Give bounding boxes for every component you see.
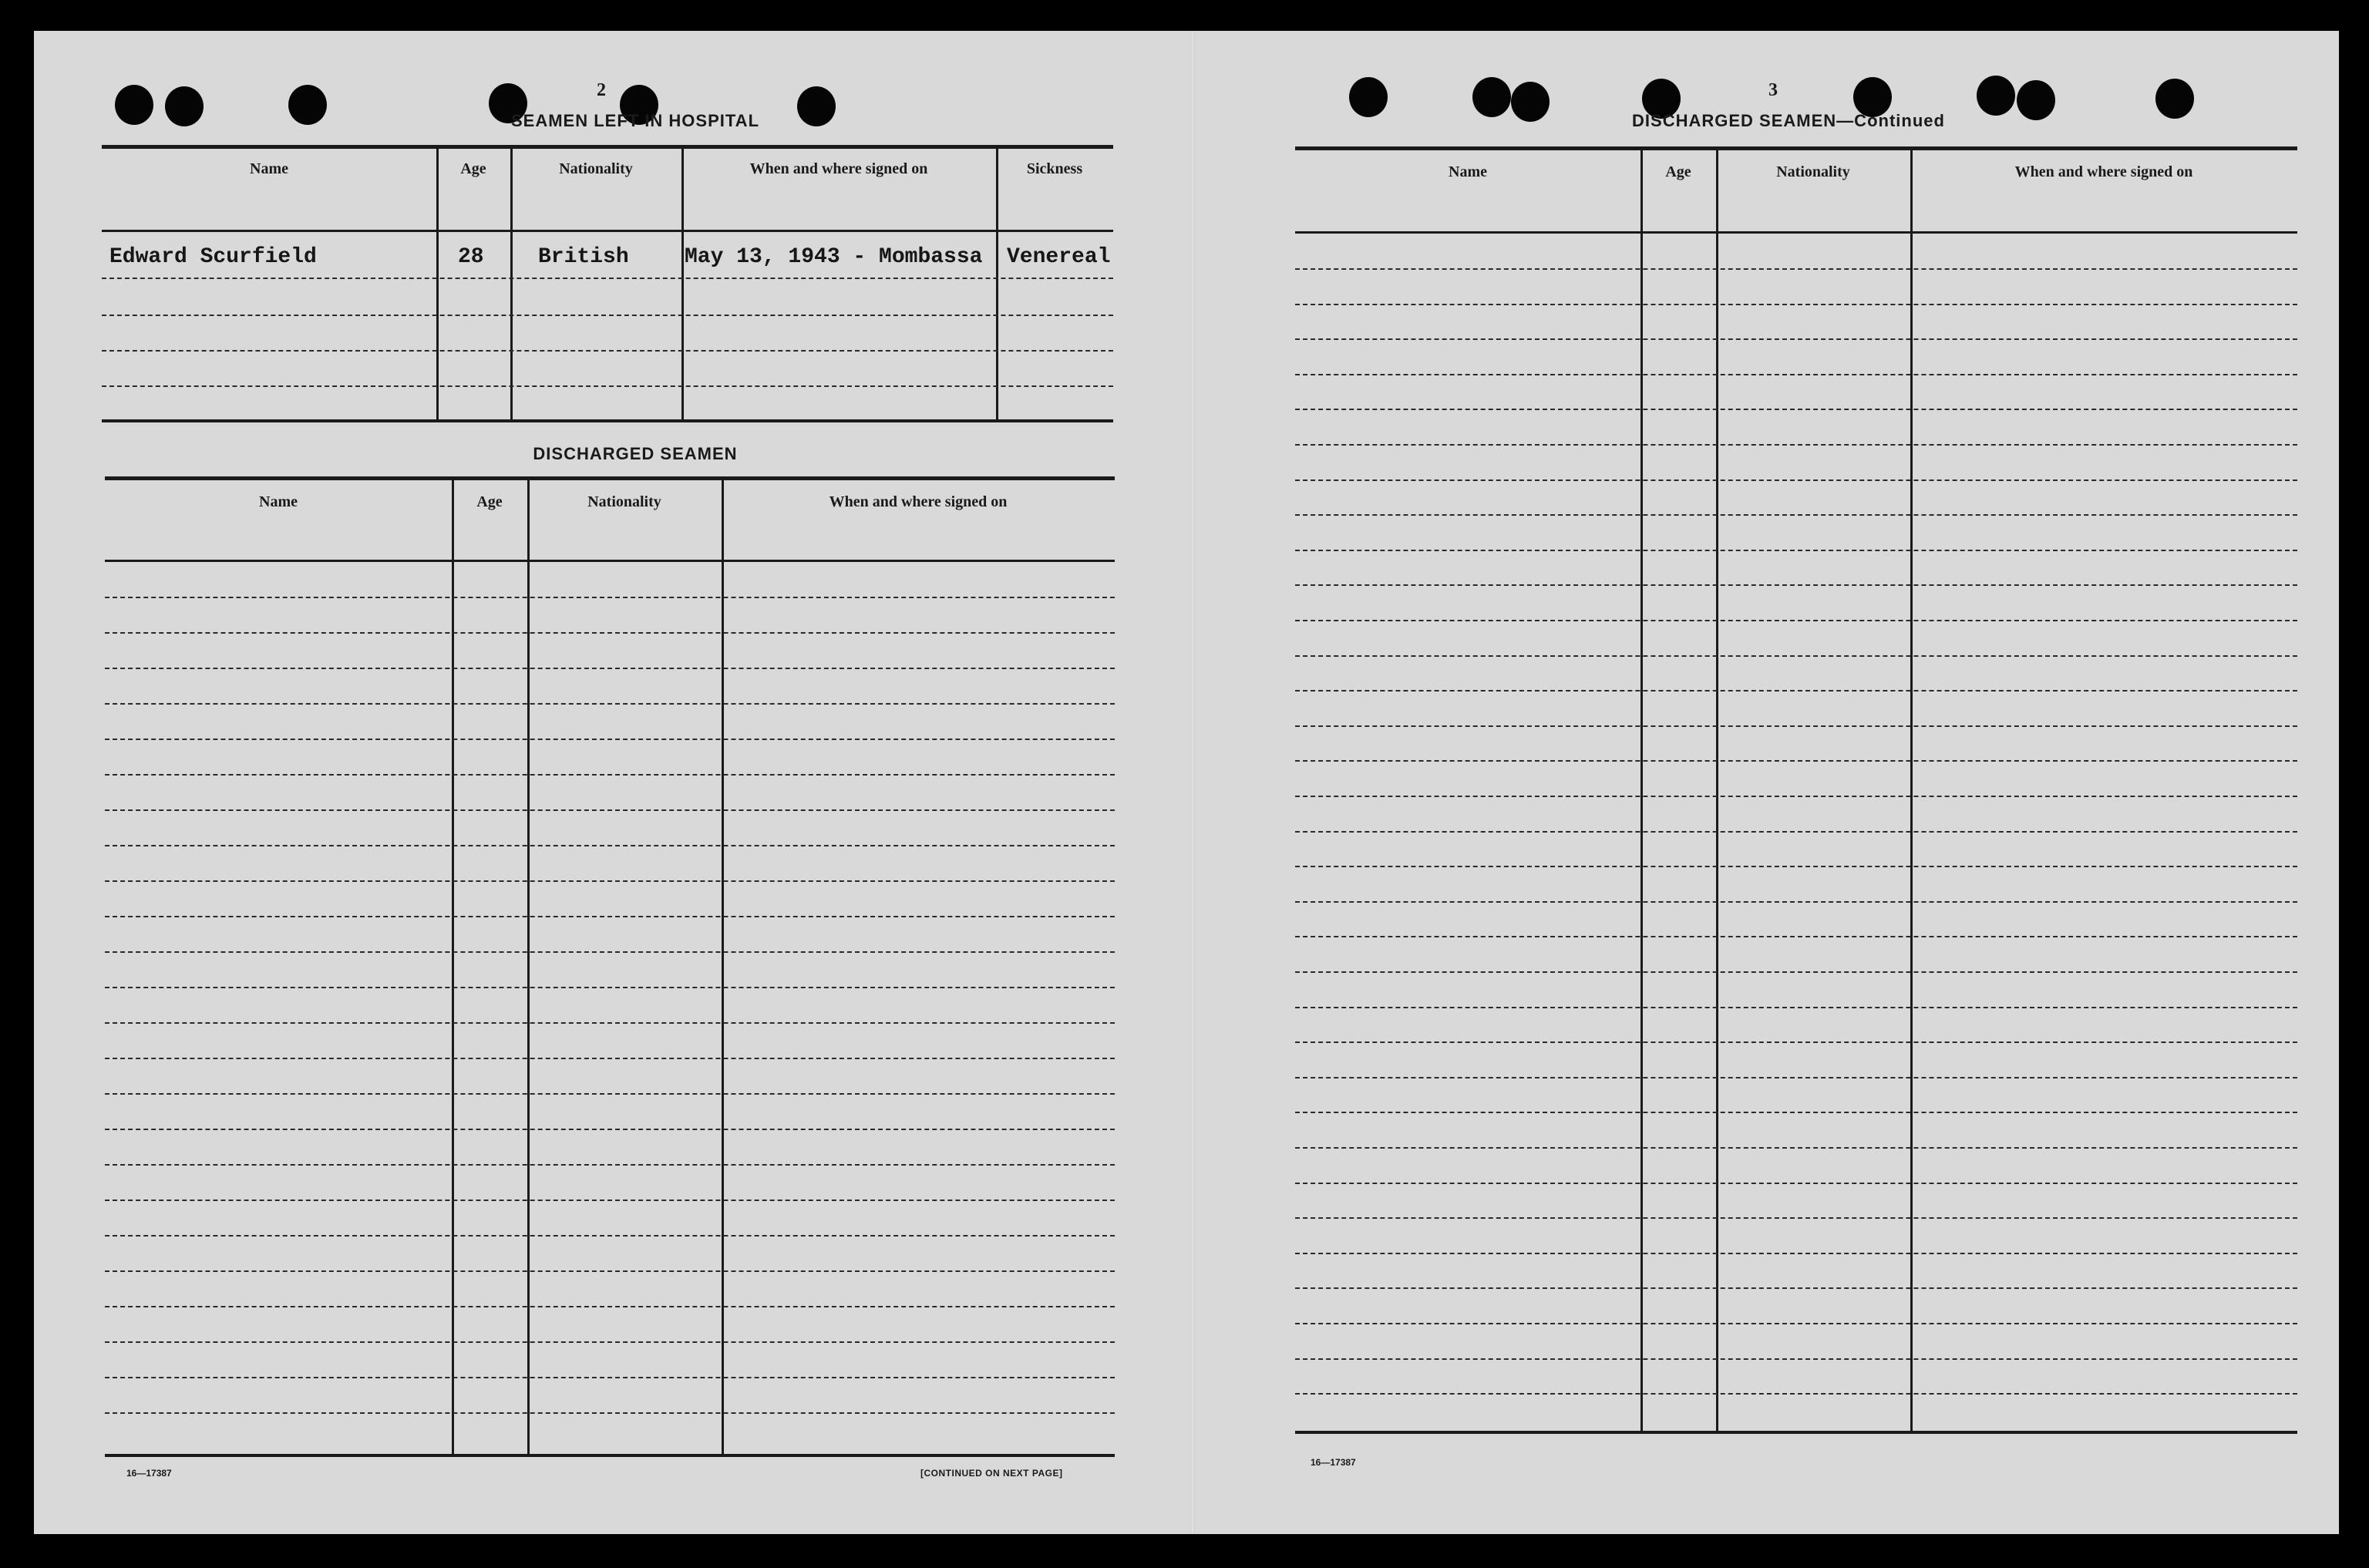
page-number: 2 [597, 80, 606, 100]
table-row [1295, 866, 2297, 867]
table-row [105, 703, 1115, 705]
table-row [1295, 1323, 2297, 1324]
table-row [1295, 584, 2297, 586]
hospital-table [102, 145, 1113, 453]
table-row [1295, 690, 2297, 691]
table-row [105, 987, 1115, 988]
table-row [105, 1200, 1115, 1201]
table-row [1295, 1007, 2297, 1008]
table-row [105, 880, 1115, 882]
table-row [1295, 374, 2297, 375]
table-row [1295, 479, 2297, 481]
table-row [1295, 1077, 2297, 1078]
table-row [1295, 1217, 2297, 1219]
table-row [105, 809, 1115, 811]
table-row [105, 1164, 1115, 1166]
table-row [105, 597, 1115, 598]
column-header: Sickness [1026, 160, 1083, 177]
column-header: When and where signed on [2014, 163, 2193, 180]
continued-note: [CONTINUED ON NEXT PAGE] [920, 1468, 1063, 1479]
column-header: Age [460, 160, 486, 177]
column-header: When and where signed on [749, 160, 928, 177]
column-header: Name [259, 493, 298, 510]
table-row [1295, 1393, 2297, 1395]
table-row [105, 668, 1115, 669]
table-row [1295, 655, 2297, 657]
discharged-continued-title: DISCHARGED SEAMEN—Continued [1632, 111, 1945, 130]
table-row [1295, 725, 2297, 727]
table-row [1295, 1147, 2297, 1149]
column-header: Age [476, 493, 503, 510]
table-row [1295, 971, 2297, 973]
seaman-sickness: Venereal [1007, 245, 1111, 269]
form-code: 16—17387 [126, 1468, 172, 1479]
discharged-section-title: DISCHARGED SEAMEN [533, 444, 738, 463]
table-row [105, 632, 1115, 634]
table-row [1295, 796, 2297, 797]
table-row [105, 1341, 1115, 1343]
table-row [105, 1377, 1115, 1378]
punch-hole [1349, 77, 1388, 117]
discharged-table [105, 476, 1115, 1463]
table-row [105, 1022, 1115, 1024]
seaman-name: Edward Scurfield [109, 245, 317, 269]
table-row [1295, 268, 2297, 270]
table-row [102, 350, 1113, 352]
table-row [1295, 304, 2297, 305]
table-row [1295, 936, 2297, 937]
table-row [1295, 409, 2297, 410]
table-row [1295, 1287, 2297, 1289]
left-page [34, 31, 1190, 1534]
column-header: Age [1665, 163, 1691, 180]
seaman-signed-on: May 13, 1943 - Mombassa [685, 245, 983, 269]
table-row [1295, 901, 2297, 903]
punch-hole [2155, 79, 2194, 119]
table-row [105, 774, 1115, 776]
punch-hole [2017, 80, 2055, 120]
table-row [1295, 550, 2297, 551]
seaman-age: 28 [458, 245, 484, 269]
table-row [105, 1270, 1115, 1272]
punch-hole [1977, 76, 2015, 116]
punch-hole [1472, 77, 1511, 117]
table-row [105, 1093, 1115, 1095]
table-row [102, 278, 1113, 279]
table-row [1295, 1358, 2297, 1360]
table-row [105, 1129, 1115, 1130]
table-row [105, 1058, 1115, 1059]
column-header: Nationality [1776, 163, 1850, 180]
table-row [1295, 620, 2297, 621]
table-row [105, 1412, 1115, 1414]
table-row [1295, 760, 2297, 762]
column-header: Name [250, 160, 288, 177]
punch-hole [1511, 82, 1550, 122]
document-sheet [34, 31, 2339, 1534]
table-row [1295, 338, 2297, 340]
table-row [1295, 444, 2297, 446]
table-row [1295, 1253, 2297, 1254]
right-page [1195, 31, 2339, 1534]
form-code: 16—17387 [1311, 1457, 1356, 1468]
punch-hole [115, 85, 153, 125]
punch-hole [165, 86, 204, 126]
table-row [105, 739, 1115, 740]
seaman-nationality: British [538, 245, 629, 269]
table-row [105, 916, 1115, 917]
table-row [102, 385, 1113, 387]
column-header: Nationality [587, 493, 661, 510]
table-row [1295, 1041, 2297, 1043]
page-number: 3 [1768, 80, 1778, 100]
table-row [1295, 1112, 2297, 1113]
table-row [1295, 514, 2297, 516]
punch-hole [288, 85, 327, 125]
table-row [105, 845, 1115, 846]
column-header: Nationality [559, 160, 633, 177]
hospital-section-title: SEAMEN LEFT IN HOSPITAL [510, 111, 760, 130]
discharged-continued-table [1295, 146, 2297, 1442]
column-header: When and where signed on [829, 493, 1008, 510]
table-row [1295, 1183, 2297, 1184]
table-row [1295, 831, 2297, 833]
table-row [105, 1235, 1115, 1237]
table-row [102, 315, 1113, 316]
table-row [105, 1306, 1115, 1307]
table-row [105, 951, 1115, 953]
column-header: Name [1449, 163, 1487, 180]
